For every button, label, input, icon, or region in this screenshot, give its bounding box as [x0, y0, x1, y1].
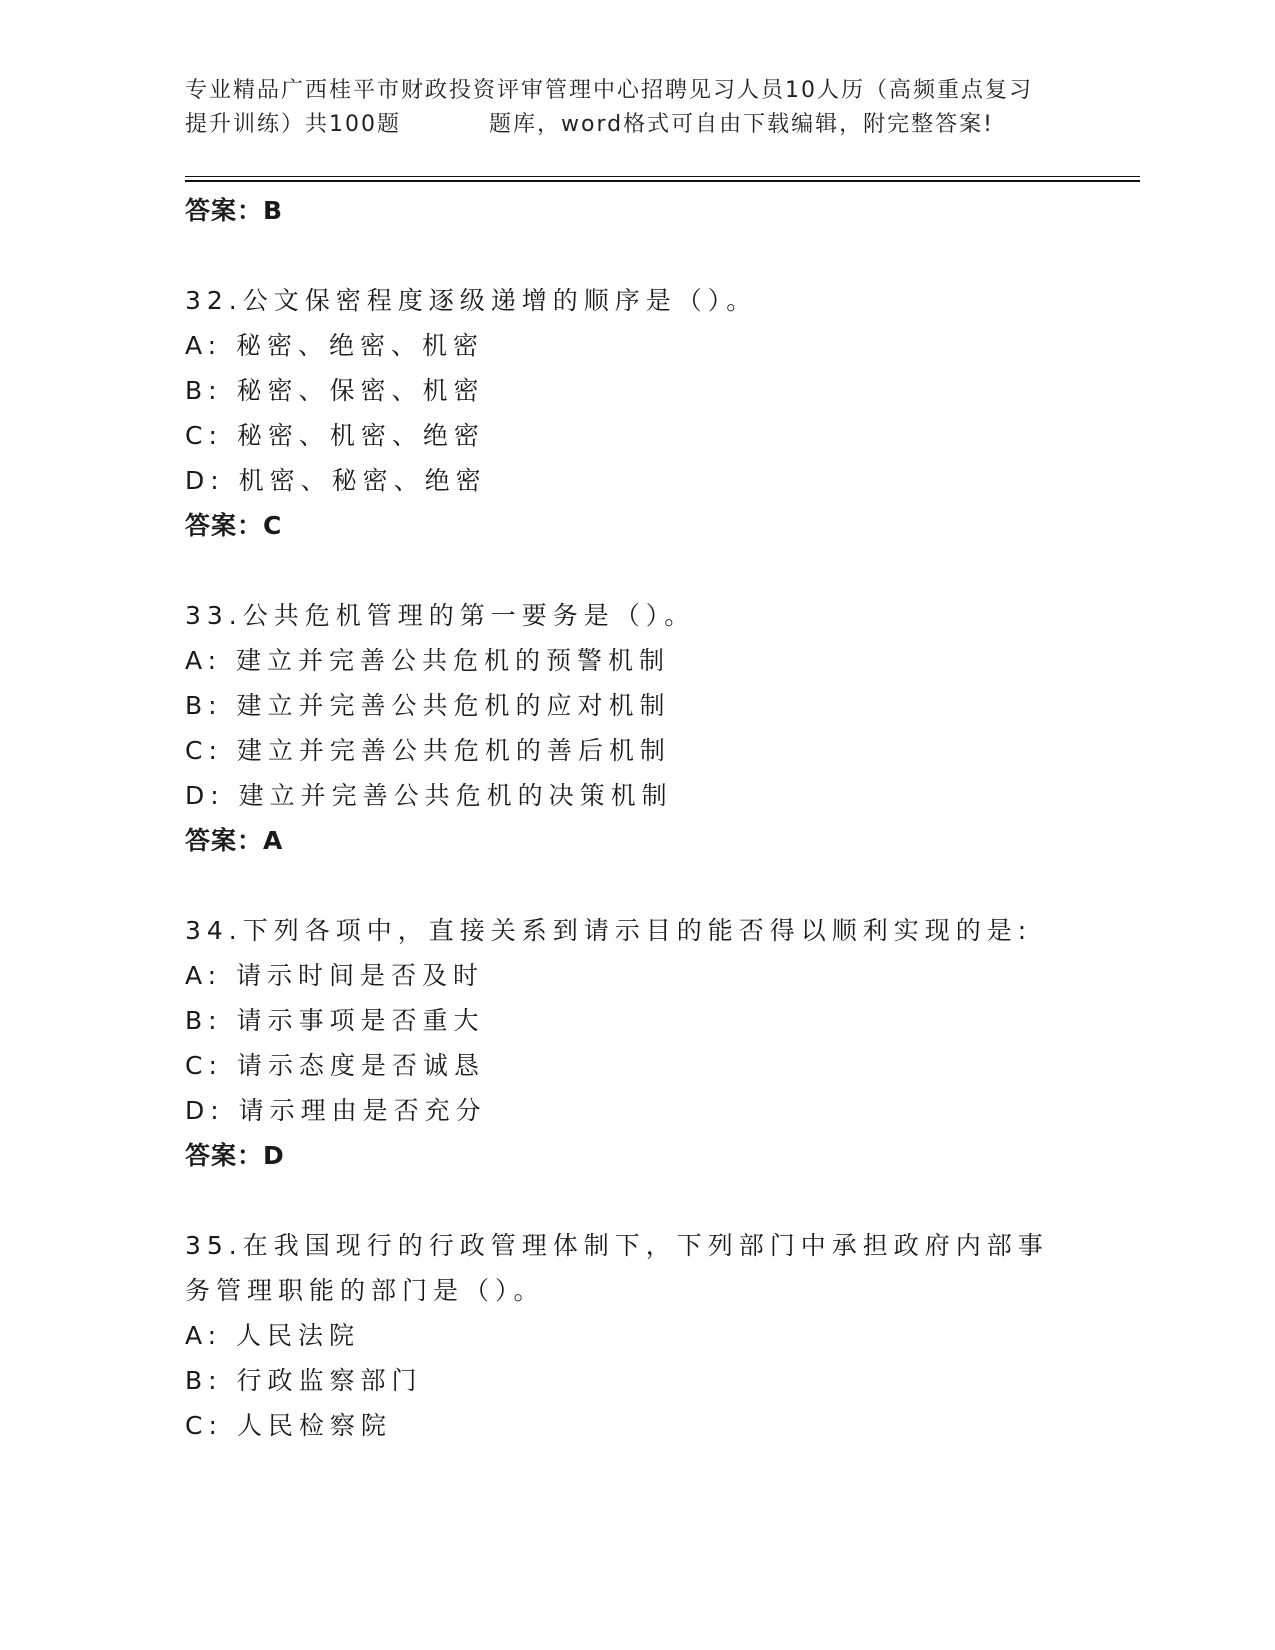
- page-header: [185, 74, 1085, 142]
- question-stem: 32.公文保密程度逐级递增的顺序是（）。: [185, 286, 758, 315]
- question-stem: 33.公共危机管理的第一要务是（）。: [185, 601, 696, 630]
- header-title-line2: [185, 108, 1085, 142]
- header-title-line1: 专业精品广西桂平市财政投资评审管理中心招聘见习人员10人历（高频重点复习: [185, 78, 1033, 103]
- question-35: [185, 1223, 1085, 1448]
- option-c: C: 建立并完善公共危机的善后机制: [185, 736, 671, 765]
- option-a: A: 人民法院: [185, 1321, 361, 1350]
- option-a: A: 建立并完善公共危机的预警机制: [185, 646, 671, 675]
- header-title-line2-right: 题库，word格式可自由下载编辑，附完整答案!: [489, 112, 994, 137]
- option-b: B: 建立并完善公共危机的应对机制: [185, 691, 671, 720]
- question-32: [185, 278, 1085, 548]
- option-d: D: 请示理由是否充分: [185, 1096, 487, 1125]
- option-a: A: 请示时间是否及时: [185, 961, 485, 990]
- previous-answer: 答案：B: [185, 196, 284, 225]
- question-stem: 35.在我国现行的行政管理体制下，下列部门中承担政府内部事务管理职能的部门是（）。: [185, 1231, 1049, 1305]
- header-title-line2-left: 提升训练）共100题: [185, 112, 401, 137]
- answer: 答案：A: [185, 826, 284, 855]
- option-b: B: 请示事项是否重大: [185, 1006, 485, 1035]
- question-33: [185, 593, 1085, 863]
- option-d: D: 建立并完善公共危机的决策机制: [185, 781, 673, 810]
- answer: 答案：C: [185, 511, 283, 540]
- option-c: C: 人民检察院: [185, 1411, 392, 1440]
- question-stem: 34.下列各项中，直接关系到请示目的能否得以顺利实现的是:: [185, 916, 1033, 945]
- option-b: B: 行政监察部门: [185, 1366, 423, 1395]
- option-b: B: 秘密、保密、机密: [185, 376, 485, 405]
- question-34: [185, 908, 1085, 1178]
- option-a: A: 秘密、绝密、机密: [185, 331, 485, 360]
- header-divider-thick: [185, 180, 1140, 182]
- option-c: C: 请示态度是否诚恳: [185, 1051, 485, 1080]
- option-d: D: 机密、秘密、绝密: [185, 466, 487, 495]
- question-list: [185, 188, 1085, 1448]
- answer: 答案：D: [185, 1141, 285, 1170]
- header-divider-thin: [185, 176, 1140, 177]
- option-c: C: 秘密、机密、绝密: [185, 421, 485, 450]
